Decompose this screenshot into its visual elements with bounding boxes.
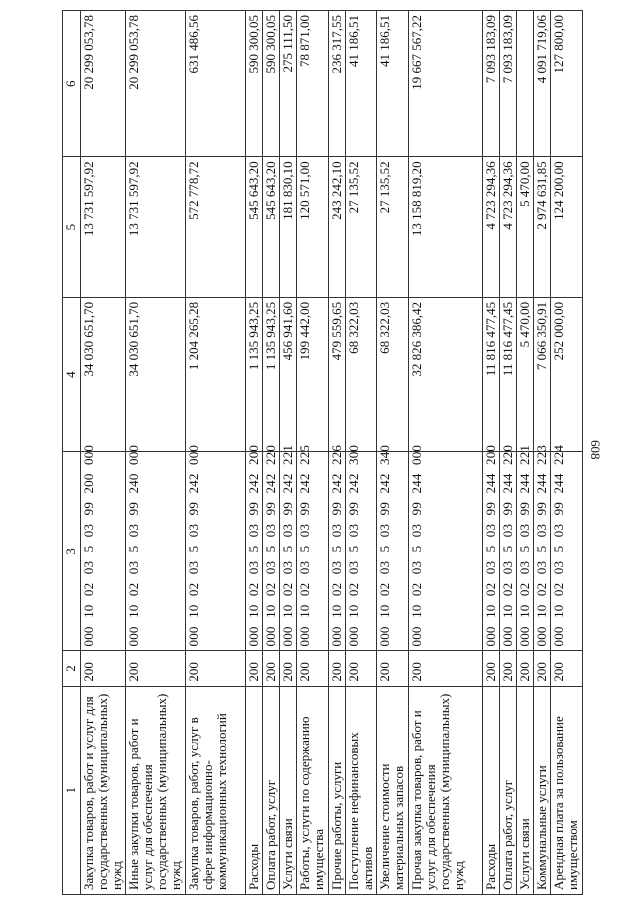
row-col6: 7 093 183,09: [483, 11, 500, 157]
row-name: Арендная плата за пользование имуществом: [551, 686, 583, 894]
row-col4: 456 941,60: [280, 297, 297, 452]
row-code: 000 10 02 03 5 03 99 244 221: [517, 452, 534, 651]
row-name: Работы, услуги по содержанию имущества: [297, 686, 329, 894]
row-admin: 200: [551, 651, 583, 686]
row-col6: 127 800,00: [551, 11, 583, 157]
row-col5: 545 643,20: [246, 157, 263, 298]
row-col4: 68 322,03: [346, 297, 377, 452]
row-col4: 1 135 943,25: [246, 297, 263, 452]
row-col5: 27 135,52: [346, 157, 377, 298]
row-col5: 572 778,72: [186, 157, 246, 298]
table-row: [409, 11, 483, 895]
row-code: 000 10 02 03 5 03 99 244 000: [409, 452, 483, 651]
table-row: [534, 11, 551, 895]
row-col5: 120 571,00: [297, 157, 329, 298]
row-admin: 200: [81, 651, 126, 686]
row-col4: 1 204 265,28: [186, 297, 246, 452]
table-row: [81, 11, 126, 895]
row-col6: 20 299 053,78: [126, 11, 186, 157]
row-code: 000 10 02 03 5 03 99 242 226: [329, 452, 346, 651]
row-admin: 200: [346, 651, 377, 686]
row-col6: 41 186,51: [377, 11, 409, 157]
row-col4: 68 322,03: [377, 297, 409, 452]
row-code: 000 10 02 03 5 03 99 242 200: [246, 452, 263, 651]
row-admin: 200: [534, 651, 551, 686]
row-col6: 236 317,55: [329, 11, 346, 157]
row-admin: 200: [377, 651, 409, 686]
header-cell: 5: [63, 157, 81, 298]
row-col4: 11 816 477,45: [483, 297, 500, 452]
row-col5: 4 723 294,36: [483, 157, 500, 298]
table-row: [500, 11, 517, 895]
row-name: Иные закупки товаров, работ и услуг для обеспечения государственных (муниципальных) нужд: [126, 686, 186, 894]
row-col5: 27 135,52: [377, 157, 409, 298]
row-name: Расходы: [246, 686, 263, 894]
row-col5: 13 731 597,92: [126, 157, 186, 298]
row-admin: 200: [280, 651, 297, 686]
row-admin: 200: [517, 651, 534, 686]
table-row: [246, 11, 263, 895]
row-col6: 41 186,51: [346, 11, 377, 157]
table-row: [329, 11, 346, 895]
row-name: Закупка товаров, работ, услуг в сфере информационно-коммуникационных технологий: [186, 686, 246, 894]
row-code: 000 10 02 03 5 03 99 242 300: [346, 452, 377, 651]
row-col5: 545 643,20: [263, 157, 280, 298]
row-code: 000 10 02 03 5 03 99 244 220: [500, 452, 517, 651]
row-col4: 34 030 651,70: [81, 297, 126, 452]
row-col5: 4 723 294,36: [500, 157, 517, 298]
table-row: [517, 11, 534, 895]
row-col4: 34 030 651,70: [126, 297, 186, 452]
row-col5: 124 200,00: [551, 157, 583, 298]
row-name: Прочие работы, услуги: [329, 686, 346, 894]
row-col5: 2 974 631,85: [534, 157, 551, 298]
row-col6: 4 091 719,06: [534, 11, 551, 157]
row-col5: 243 242,10: [329, 157, 346, 298]
row-admin: 200: [500, 651, 517, 686]
row-name: Расходы: [483, 686, 500, 894]
header-cell: 4: [63, 297, 81, 452]
row-col6: 590 300,05: [263, 11, 280, 157]
row-code: 000 10 02 03 5 03 99 244 224: [551, 452, 583, 651]
row-admin: 200: [297, 651, 329, 686]
row-col6: 590 300,05: [246, 11, 263, 157]
row-col4: 7 066 350,91: [534, 297, 551, 452]
row-admin: 200: [483, 651, 500, 686]
page-number: 608: [588, 440, 603, 460]
table-row: [377, 11, 409, 895]
row-name: Коммунальные услуги: [534, 686, 551, 894]
row-name: Услуги связи: [517, 686, 534, 894]
row-admin: 200: [263, 651, 280, 686]
row-col4: 252 000,00: [551, 297, 583, 452]
row-name: Поступление нефинансовых активов: [346, 686, 377, 894]
header-cell: 3: [63, 452, 81, 651]
row-col5: 181 830,10: [280, 157, 297, 298]
row-code: 000 10 02 03 5 03 99 242 221: [280, 452, 297, 651]
row-col4: 32 826 386,42: [409, 297, 483, 452]
table-header-row: [63, 11, 81, 895]
row-col4: 5 470,00: [517, 297, 534, 452]
table-row: [346, 11, 377, 895]
row-col4: 1 135 943,25: [263, 297, 280, 452]
row-code: 000 10 02 03 5 03 99 240 000: [126, 452, 186, 651]
row-name: Оплата работ, услуг: [263, 686, 280, 894]
table-row: [297, 11, 329, 895]
row-admin: 200: [409, 651, 483, 686]
row-name: Закупка товаров, работ и услуг для государственных (муниципальных) нужд: [81, 686, 126, 894]
row-name: Прочая закупка товаров, работ и услуг для обеспечения государственных (муниципальных) нужд: [409, 686, 483, 894]
header-cell: 1: [63, 686, 81, 894]
row-col6: 19 667 567,22: [409, 11, 483, 157]
row-code: 000 10 02 03 5 03 99 200 000: [81, 452, 126, 651]
row-col5: 13 731 597,92: [81, 157, 126, 298]
table-row: [280, 11, 297, 895]
row-col6: [517, 11, 534, 157]
budget-table: [62, 10, 583, 895]
header-cell: 2: [63, 651, 81, 686]
row-col5: 13 158 819,20: [409, 157, 483, 298]
row-name: Услуги связи: [280, 686, 297, 894]
row-col4: 199 442,00: [297, 297, 329, 452]
row-col6: 275 111,50: [280, 11, 297, 157]
row-name: Оплата работ, услуг: [500, 686, 517, 894]
row-name: Увеличение стоимости материальных запасов: [377, 686, 409, 894]
table-row: [126, 11, 186, 895]
row-col6: 7 093 183,09: [500, 11, 517, 157]
row-code: 000 10 02 03 5 03 99 242 220: [263, 452, 280, 651]
row-col4: 11 816 477,45: [500, 297, 517, 452]
row-col5: 5 470,00: [517, 157, 534, 298]
row-col6: 631 486,56: [186, 11, 246, 157]
table-row: [483, 11, 500, 895]
table-row: [551, 11, 583, 895]
row-code: 000 10 02 03 5 03 99 242 000: [186, 452, 246, 651]
row-admin: 200: [126, 651, 186, 686]
row-admin: 200: [246, 651, 263, 686]
table-row: [263, 11, 280, 895]
row-col6: 20 299 053,78: [81, 11, 126, 157]
row-code: 000 10 02 03 5 03 99 242 340: [377, 452, 409, 651]
row-code: 000 10 02 03 5 03 99 244 223: [534, 452, 551, 651]
rotated-page-content: [62, 10, 582, 895]
header-cell: 6: [63, 11, 81, 157]
row-code: 000 10 02 03 5 03 99 242 225: [297, 452, 329, 651]
row-code: 000 10 02 03 5 03 99 244 200: [483, 452, 500, 651]
table-row: [186, 11, 246, 895]
row-col6: 78 871,00: [297, 11, 329, 157]
row-admin: 200: [186, 651, 246, 686]
row-admin: 200: [329, 651, 346, 686]
row-col4: 479 559,65: [329, 297, 346, 452]
